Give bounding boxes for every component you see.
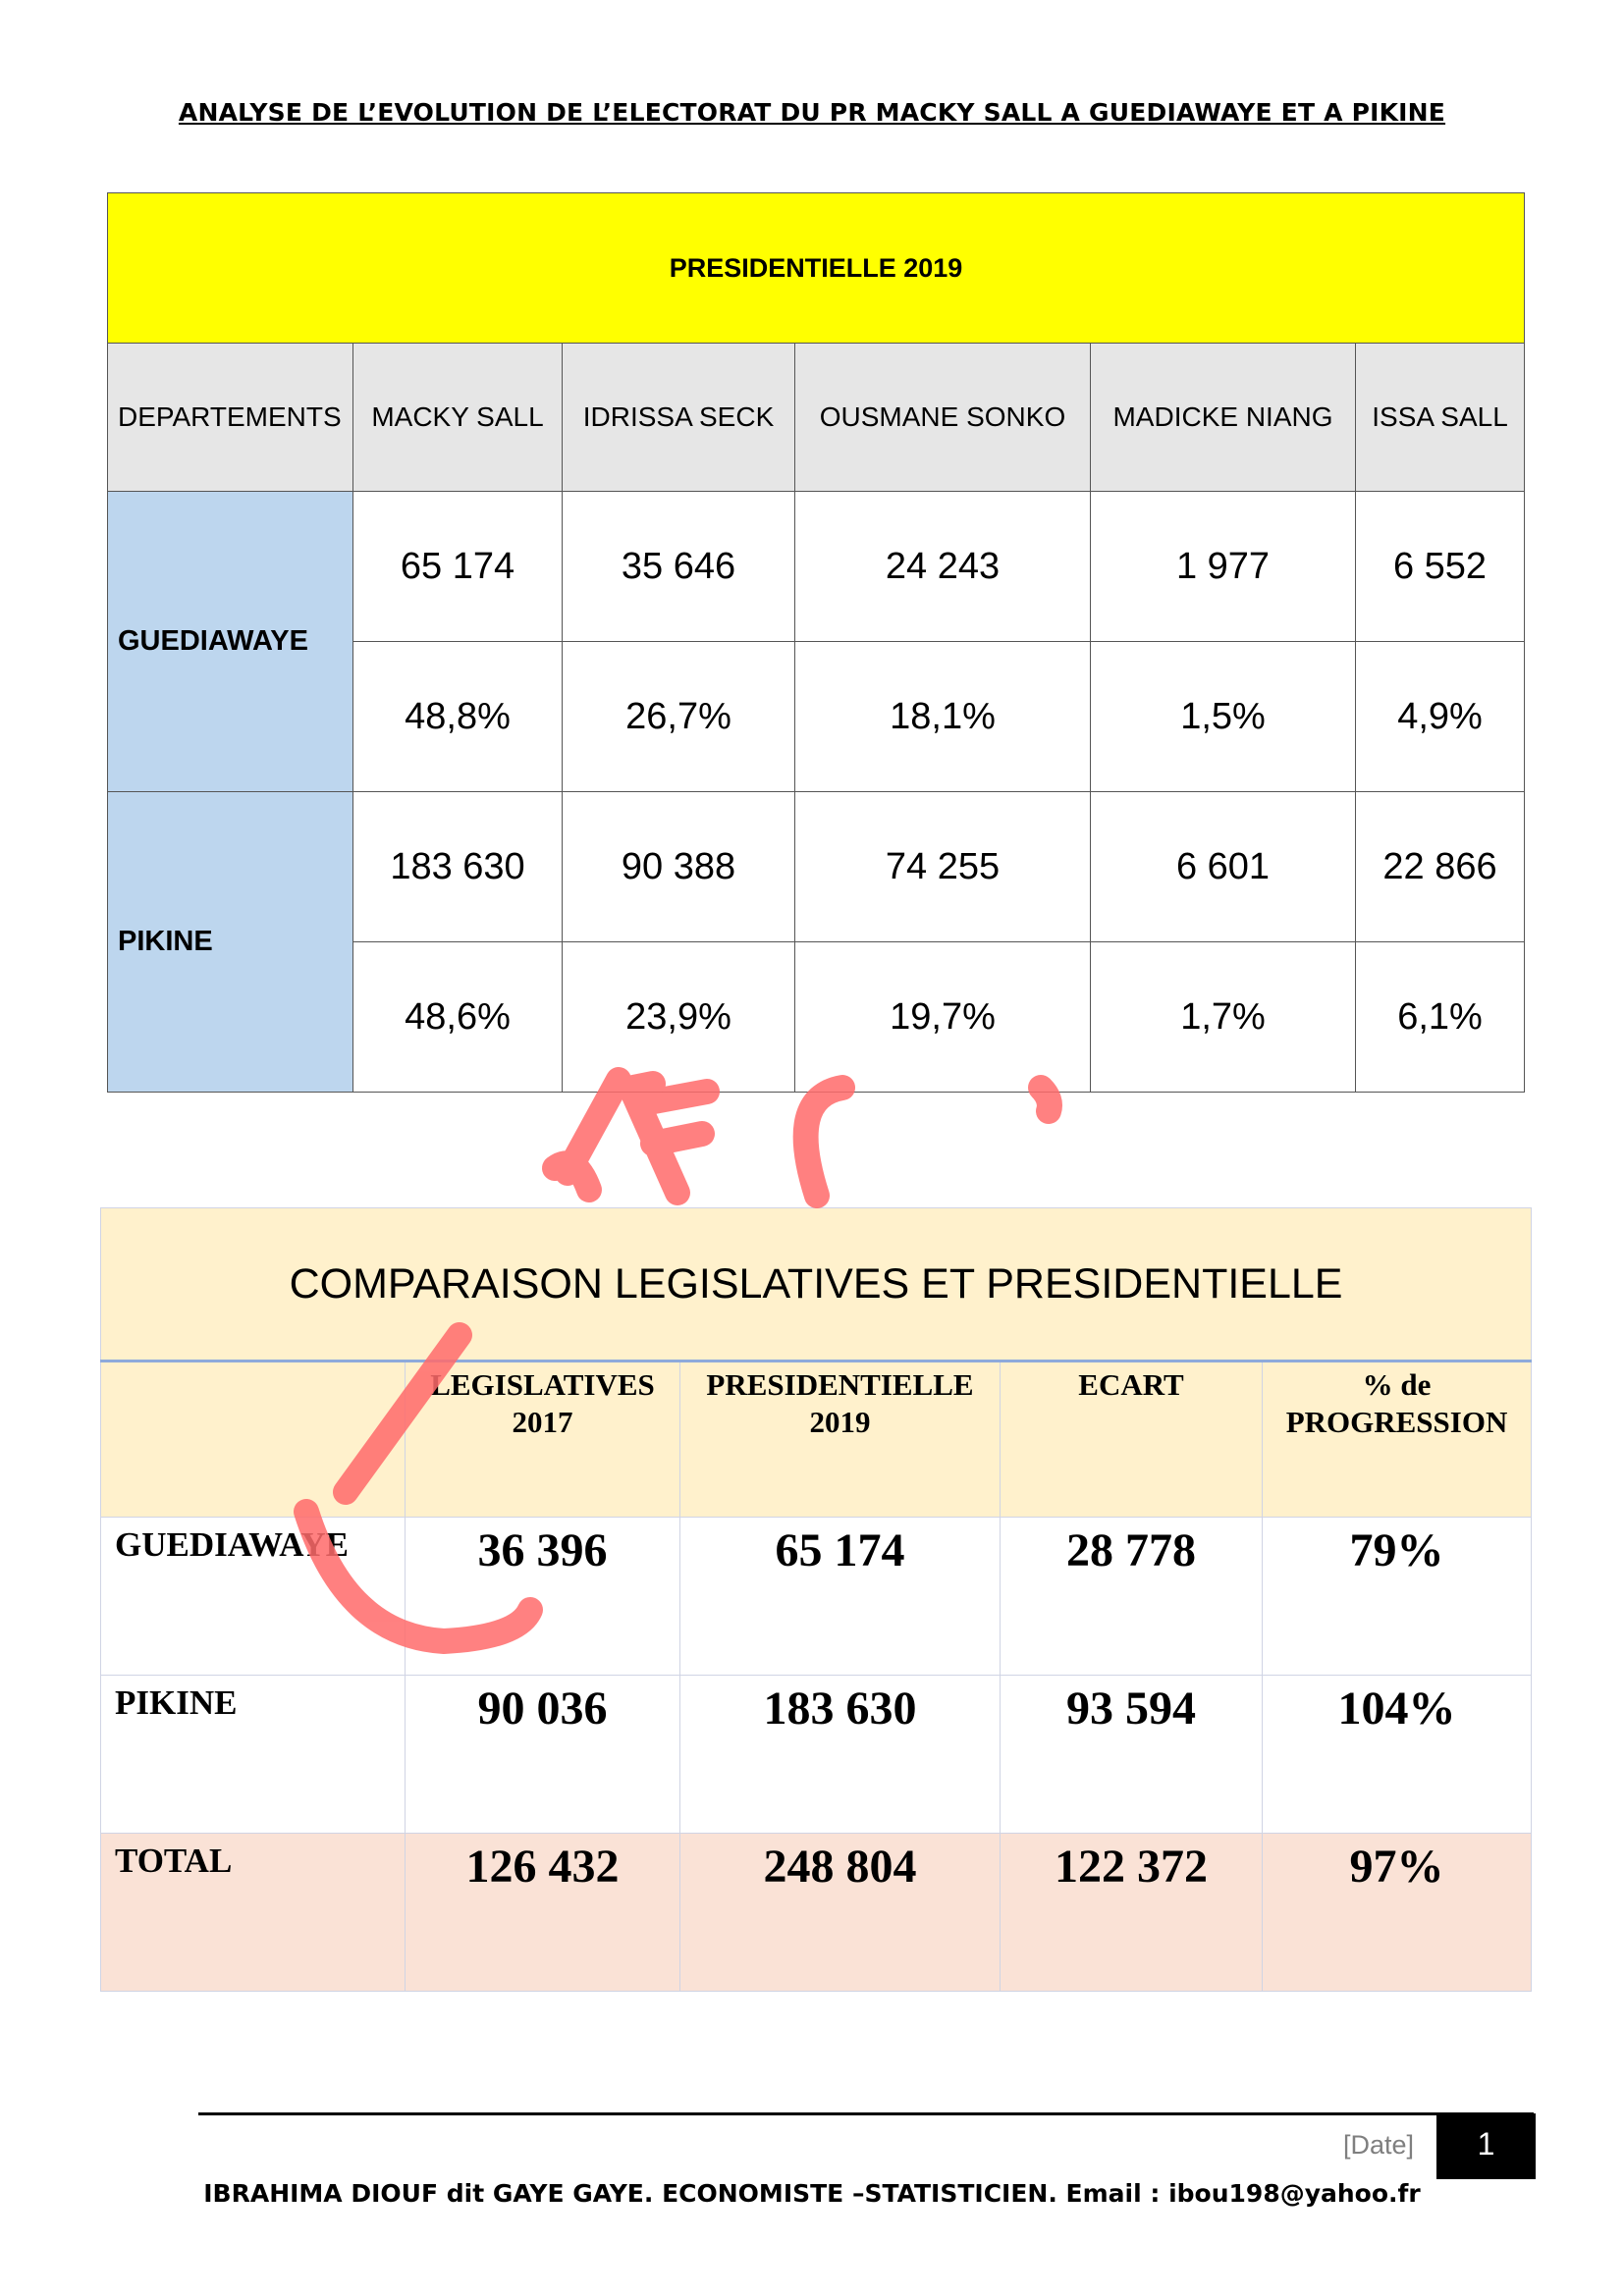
percentage-cell: 23,9% [563, 942, 795, 1093]
vote-count-cell: 22 866 [1356, 792, 1525, 942]
vote-count-cell: 6 601 [1091, 792, 1356, 942]
watermark-stroke [806, 1088, 842, 1196]
table-row [108, 492, 1525, 642]
row-label-pikine: PIKINE [101, 1676, 406, 1834]
percentage-cell: 1,5% [1091, 642, 1356, 792]
column-header-madicke-niang: MADICKE NIANG [1091, 344, 1356, 492]
presidential-results-table [107, 192, 1525, 1093]
percentage-cell: 19,7% [795, 942, 1091, 1093]
percentage-cell: 1,7% [1091, 942, 1356, 1093]
comparison-table [100, 1207, 1532, 1992]
column-header-issa-sall: ISSA SALL [1356, 344, 1525, 492]
table-row [101, 1676, 1532, 1834]
total-value-cell: 248 804 [680, 1834, 1001, 1992]
table-header-row [101, 1362, 1532, 1518]
footer-author: IBRAHIMA DIOUF dit GAYE GAYE. ECONOMISTE –STATISTICIEN. Email : ibou198@yahoo.fr [203, 2179, 1421, 2208]
watermark-stroke [653, 1134, 702, 1144]
percentage-cell: 6,1% [1356, 942, 1525, 1093]
header-line: 2019 [809, 1405, 871, 1439]
header-line: 2017 [512, 1405, 573, 1439]
column-header-idrissa-seck: IDRISSA SECK [563, 344, 795, 492]
header-line: PROGRESSION [1285, 1405, 1508, 1439]
column-header-legislatives [406, 1362, 680, 1518]
header-line: % de [1362, 1367, 1432, 1402]
value-cell: 90 036 [406, 1676, 680, 1834]
column-header-departements: DEPARTEMENTS [108, 344, 353, 492]
header-line: PRESIDENTIELLE [706, 1367, 974, 1402]
row-label-guediawaye: GUEDIAWAYE [101, 1518, 406, 1676]
value-cell: 93 594 [1001, 1676, 1263, 1834]
department-label-pikine: PIKINE [108, 792, 353, 1093]
percentage-cell: 48,8% [353, 642, 563, 792]
table-header-row [108, 344, 1525, 492]
total-row [101, 1834, 1532, 1992]
column-header-presidentielle [680, 1362, 1001, 1518]
vote-count-cell: 65 174 [353, 492, 563, 642]
vote-count-cell: 24 243 [795, 492, 1091, 642]
watermark-stroke [568, 1080, 619, 1173]
footer-divider [198, 2112, 1534, 2115]
watermark-stroke [555, 1163, 589, 1190]
vote-count-cell: 1 977 [1091, 492, 1356, 642]
percentage-cell: 48,6% [353, 942, 563, 1093]
vote-count-cell: 6 552 [1356, 492, 1525, 642]
value-cell: 183 630 [680, 1676, 1001, 1834]
header-line: LEGISLATIVES [430, 1367, 655, 1402]
value-cell: 36 396 [406, 1518, 680, 1676]
percentage-cell: 4,9% [1356, 642, 1525, 792]
table-row [101, 1518, 1532, 1676]
department-label-guediawaye: GUEDIAWAYE [108, 492, 353, 792]
column-header-macky-sall: MACKY SALL [353, 344, 563, 492]
percentage-cell: 26,7% [563, 642, 795, 792]
value-cell: 79% [1263, 1518, 1532, 1676]
comparison-title: COMPARAISON LEGISLATIVES ET PRESIDENTIELLE [101, 1208, 1532, 1362]
total-value-cell: 97% [1263, 1834, 1532, 1992]
presidential-banner: PRESIDENTIELLE 2019 [108, 193, 1525, 344]
vote-count-cell: 74 255 [795, 792, 1091, 942]
footer-date: [Date] [1342, 2130, 1414, 2160]
column-header-progression [1263, 1362, 1532, 1518]
empty-header-cell [101, 1362, 406, 1518]
vote-count-cell: 35 646 [563, 492, 795, 642]
total-value-cell: 122 372 [1001, 1834, 1263, 1992]
column-header-ousmane-sonko: OUSMANE SONKO [795, 344, 1091, 492]
vote-count-cell: 183 630 [353, 792, 563, 942]
watermark-stroke [638, 1092, 707, 1193]
row-label-total: TOTAL [101, 1834, 406, 1992]
vote-count-cell: 90 388 [563, 792, 795, 942]
total-value-cell: 126 432 [406, 1834, 680, 1992]
percentage-cell: 18,1% [795, 642, 1091, 792]
value-cell: 104% [1263, 1676, 1532, 1834]
value-cell: 28 778 [1001, 1518, 1263, 1676]
value-cell: 65 174 [680, 1518, 1001, 1676]
page-number: 1 [1436, 2113, 1536, 2179]
table-row [108, 792, 1525, 942]
column-header-ecart [1001, 1362, 1263, 1518]
page-title: ANALYSE DE L’EVOLUTION DE L’ELECTORAT DU PR MACKY SALL A GUEDIAWAYE ET A PIKINE [178, 98, 1446, 127]
header-line: ECART [1078, 1367, 1184, 1402]
